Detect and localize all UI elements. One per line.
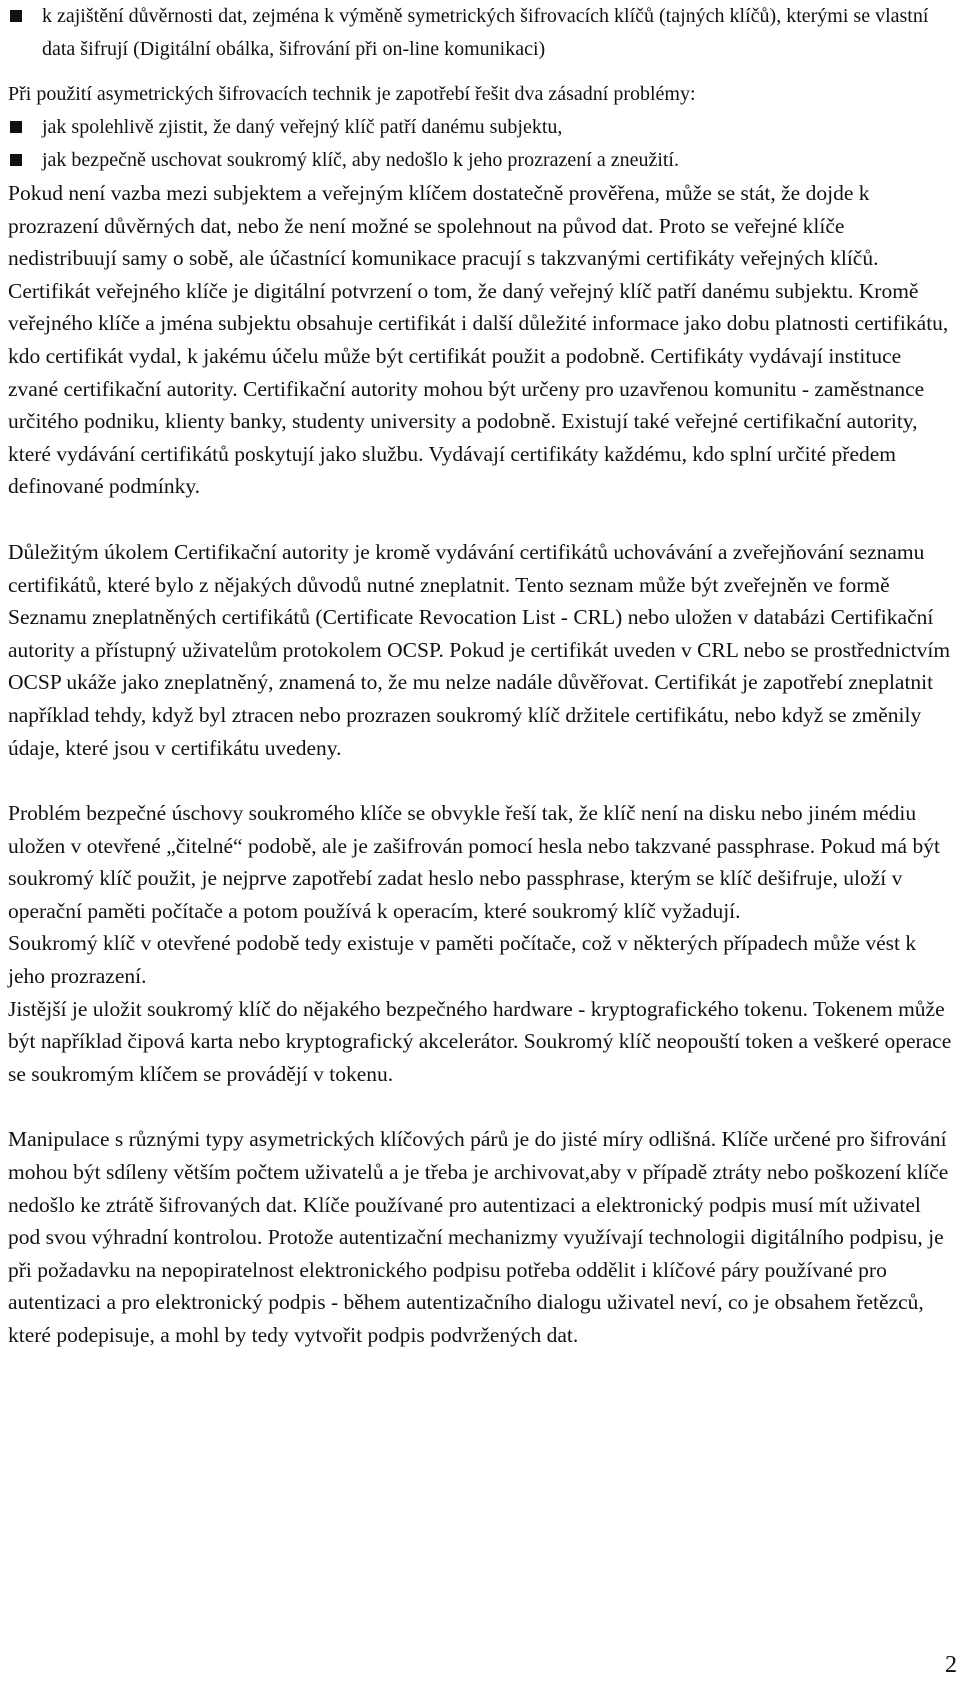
square-bullet-icon <box>10 121 22 133</box>
paragraph-gap <box>8 503 956 536</box>
bullet-text: jak spolehlivě zjistit, že daný veřejný klíč patří danému subjektu, <box>42 116 563 138</box>
bullet-item <box>8 144 956 177</box>
square-bullet-icon <box>10 10 22 22</box>
page-number: 2 <box>945 1652 957 1678</box>
problems-intro: Při použití asymetrických šifrovacích technik je zapotřebí řešit dva zásadní problémy: <box>8 83 696 105</box>
square-bullet-icon <box>10 154 22 166</box>
document-page <box>8 0 956 1352</box>
paragraph-crl: Důležitým úkolem Certifikační autority je kromě vydávání certifikátů uchovávání a zveřejňování seznamu certifikátů, které bylo z nějakých důvodů nutné zneplatnit. Tento seznam může být zveřejněn ve formě Seznamu zneplatněných certifikátů (Certificate Revocation List - CRL) nebo uložen v databázi Certifikační autority a přístupný uživatelům protokolem OCSP. Pokud je certifikát uveden v CRL nebo se prostřednictvím OCSP ukáže jako zneplatněný, znamená to, že mu nelze nadále důvěřovat. Certifikát je zapotřebí zneplatnit například tehdy, když byl ztracen nebo prozrazen soukromý klíč držitele certifikátu, nebo když se změnily údaje, které jsou v certifikátu uvedeny. <box>8 539 951 760</box>
paragraph-storage-1: Problém bezpečné úschovy soukromého klíče se obvykle řeší tak, že klíč není na disku nebo jiném médiu uložen v otevřené „čitelné“ podobě, ale je zašifrován pomocí hesla nebo takzvané passphrase. Pokud má být soukromý klíč použit, je nejprve zapotřebí zadat heslo nebo passphrase, kterým se klíč dešifruje, uloží v operační paměti počítače a potom používá k operacím, které soukromý klíč vyžadují. <box>8 801 940 923</box>
paragraph-gap <box>8 764 956 797</box>
paragraph-storage-2: Soukromý klíč v otevřené podobě tedy existuje v paměti počítače, což v některých případech může vést k jeho prozrazení. <box>8 931 917 989</box>
bullet-text: k zajištění důvěrnosti dat, zejména k výměně symetrických šifrovacích klíčů (tajných klíčů), kterými se vlastní data šifrují (Digitální obálka, šifrování při on-line komunikaci) <box>42 5 929 60</box>
paragraph-keypairs: Manipulace s různými typy asymetrických klíčových párů je do jisté míry odlišná. Klíče určené pro šifrování mohou být sdíleny větším počtem uživatelů a je třeba je archivovat,aby v případě ztráty nebo poškození klíče nedošlo ke ztrátě šifrovaných dat. Klíče používané pro autentizaci a elektronický podpis musí mít uživatel pod svou výhradní kontrolou. Protože autentizační mechanizmy využívají technologii digitálního podpisu, je při požadavku na nepopiratelnost elektronického podpisu potřeba oddělit i klíčové páry používané pro autentizaci a pro elektronický podpis - během autentizačního dialogu uživatel neví, co je obsahem řetězců, které podepisuje, a mohl by tedy vytvořit podpis podvržených dat. <box>8 1127 949 1347</box>
bullet-item <box>8 111 956 144</box>
bullet-item <box>8 0 956 66</box>
paragraph-certificates: Pokud není vazba mezi subjektem a veřejným klíčem dostatečně prověřena, může se stát, že dojde k prozrazení důvěrných dat, nebo že není možné se spolehnout na původ dat. Proto se veřejné klíče nedistribuují samy o sobě, ale účastnící komunikace pracují s takzvanými certifikáty veřejných klíčů. Certifikát veřejného klíče je digitální potvrzení o tom, že daný veřejný klíč patří danému subjektu. Kromě veřejného klíče a jména subjektu obsahuje certifikát i další důležité informace jako dobu platnosti certifikátu, kdo certifikát vydal, k jakému účelu může být certifikát použit a podobně. Certifikáty vydávají instituce zvané certifikační autority. Certifikační autority mohou být určeny pro uzavřenou komunitu - zaměstnance určitého podniku, klienty banky, studenty university a podobně. Existují také veřejné certifikační autority, které vydávání certifikátů poskytují jako službu. Vydávají certifikáty každému, kdo splní určité předem definované podmínky. <box>8 181 949 499</box>
bullet-text: jak bezpečně uschovat soukromý klíč, aby nedošlo k jeho prozrazení a zneužití. <box>42 149 679 171</box>
paragraph-gap <box>8 1090 956 1123</box>
paragraph-storage-3: Jistější je uložit soukromý klíč do nějakého bezpečného hardware - kryptografického tokenu. Tokenem může být například čipová karta nebo kryptografický akcelerátor. Soukromý klíč neopouští token a veškeré operace se soukromým klíčem se provádějí v tokenu. <box>8 996 952 1086</box>
